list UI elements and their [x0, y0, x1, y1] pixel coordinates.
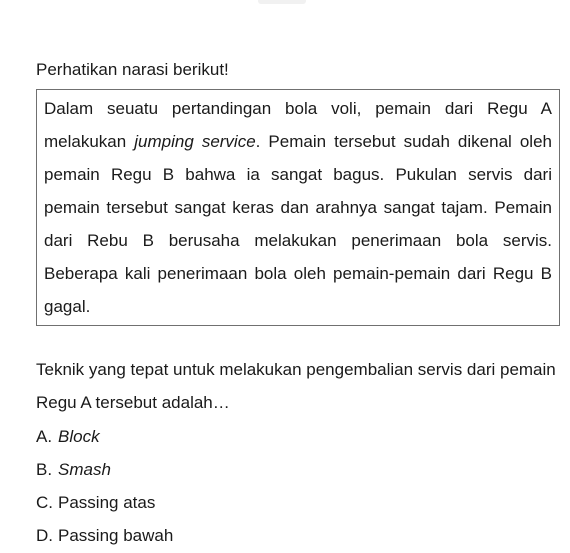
intro-instruction: Perhatikan narasi berikut! — [36, 60, 229, 79]
answer-options — [36, 420, 173, 552]
question-text: Teknik yang tepat untuk melakukan pengembalian servis dari pemain Regu A tersebut adalah… — [36, 360, 556, 412]
narrative-italic-term: jumping service — [134, 132, 256, 151]
option-d[interactable] — [36, 519, 173, 552]
option-c-letter: C. — [36, 493, 53, 512]
option-a-letter: A. — [36, 427, 53, 446]
option-b-text: Smash — [58, 460, 111, 479]
option-b[interactable] — [36, 453, 173, 486]
option-d-text: Passing bawah — [58, 526, 174, 545]
narrative-text-part1: Dalam seuatu pertandingan bola voli, pemain dari Regu A melakukan — [44, 99, 552, 151]
narrative-text-part2: . Pemain tersebut sudah dikenal oleh pemain Regu B bahwa ia sangat bagus. Pukulan servis dari pemain tersebut sangat keras dan arahnya sangat tajam. Pemain dari Rebu B berusaha melakukan penerimaan bola servis. Beberapa kali penerimaan bola oleh pemain-pemain dari Regu B gagal. — [44, 132, 552, 316]
option-b-letter: B. — [36, 460, 53, 479]
option-a-text: Block — [58, 427, 100, 446]
option-c[interactable] — [36, 486, 173, 519]
option-a[interactable] — [36, 420, 173, 453]
narrative-box — [36, 89, 560, 326]
option-d-letter: D. — [36, 526, 53, 545]
option-c-text: Passing atas — [58, 493, 156, 512]
top-edge-mark — [258, 0, 306, 4]
